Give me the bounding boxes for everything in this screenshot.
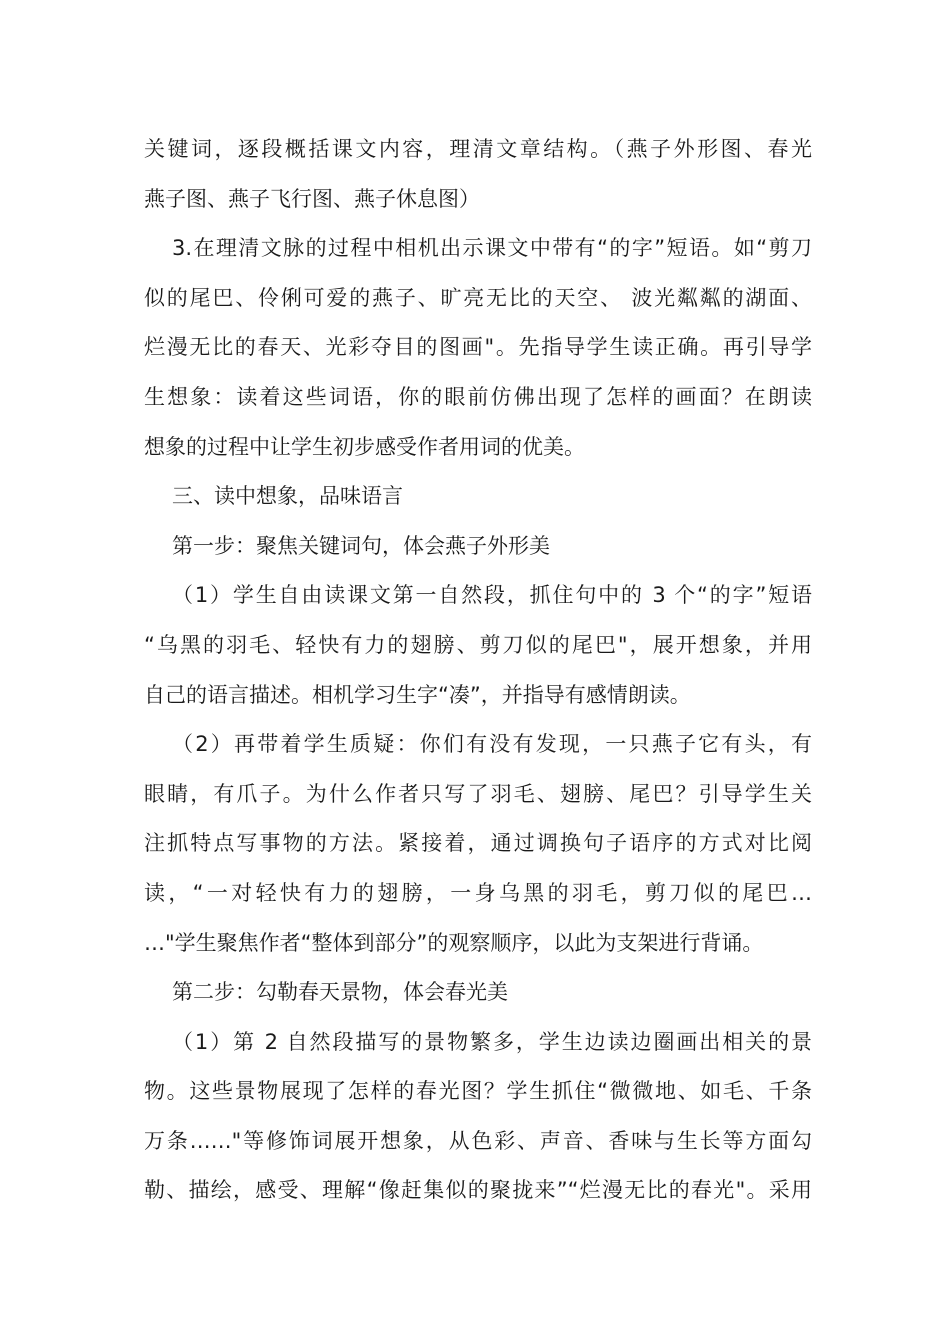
text-line-1: 关键词，逐段概括课文内容，理清文章结构。（燕子外形图、春光	[144, 137, 812, 161]
text-line-15: 注抓特点写事物的方法。紧接着，通过调换句子语序的方式对比阅	[144, 831, 812, 856]
text-line-6: 生想象：读着这些词语，你的眼前仿佛出现了怎样的画面？在朗读	[144, 384, 812, 409]
text-line-21: 万条……"等修饰词展开想象，从色彩、声音、香味与生长等方面勾	[144, 1128, 812, 1153]
text-line-17: …"学生聚焦作者“整体到部分”的观察顺序，以此为支架进行背诵。	[144, 930, 764, 955]
text-line-7: 想象的过程中让学生初步感受作者用词的优美。	[144, 434, 585, 459]
section-heading: 三、读中想象，品味语言	[172, 484, 403, 509]
text-line-12: 自己的语言描述。相机学习生字“凑”，并指导有感情朗读。	[144, 682, 691, 707]
text-line-4: 似的尾巴、伶俐可爱的燕子、旷亮无比的天空、 波光粼粼的湖面、	[144, 285, 812, 310]
step-one-heading: 第一步：聚焦关键词句，体会燕子外形美	[172, 533, 550, 558]
text-line-19: （1）第 2 自然段描写的景物繁多，学生边读边圈画出相关的景	[172, 1029, 812, 1054]
text-line-10: （1）学生自由读课文第一自然段，抓住句中的 3 个“的字”短语	[172, 583, 812, 608]
text-line-16: 读，“一对轻快有力的翅膀，一身乌黑的羽毛，剪刀似的尾巴…	[144, 880, 812, 905]
text-line-3: 3.在理清文脉的过程中相机出示课文中带有“的字”短语。如“剪刀	[172, 236, 812, 261]
text-line-22: 勒、描绘，感受、理解“像赶集似的聚拢来”“烂漫无比的春光"。采用	[144, 1178, 812, 1203]
text-line-20: 物。这些景物展现了怎样的春光图？学生抓住“微微地、如毛、千条	[144, 1079, 812, 1104]
text-line-14: 眼睛，有爪子。为什么作者只写了羽毛、翅膀、尾巴？引导学生关	[144, 781, 812, 806]
text-line-13: （2）再带着学生质疑：你们有没有发现，一只燕子它有头，有	[172, 732, 812, 757]
text-line-11: “乌黑的羽毛、轻快有力的翅膀、剪刀似的尾巴"，展开想象，并用	[144, 632, 812, 657]
body-text	[144, 125, 812, 1216]
step-two-heading: 第二步：勾勒春天景物，体会春光美	[172, 980, 508, 1005]
text-line-5: 烂漫无比的春天、光彩夺目的图画"。先指导学生读正确。再引导学	[144, 335, 812, 360]
text-line-2: 燕子图、燕子飞行图、燕子休息图）	[144, 186, 480, 211]
